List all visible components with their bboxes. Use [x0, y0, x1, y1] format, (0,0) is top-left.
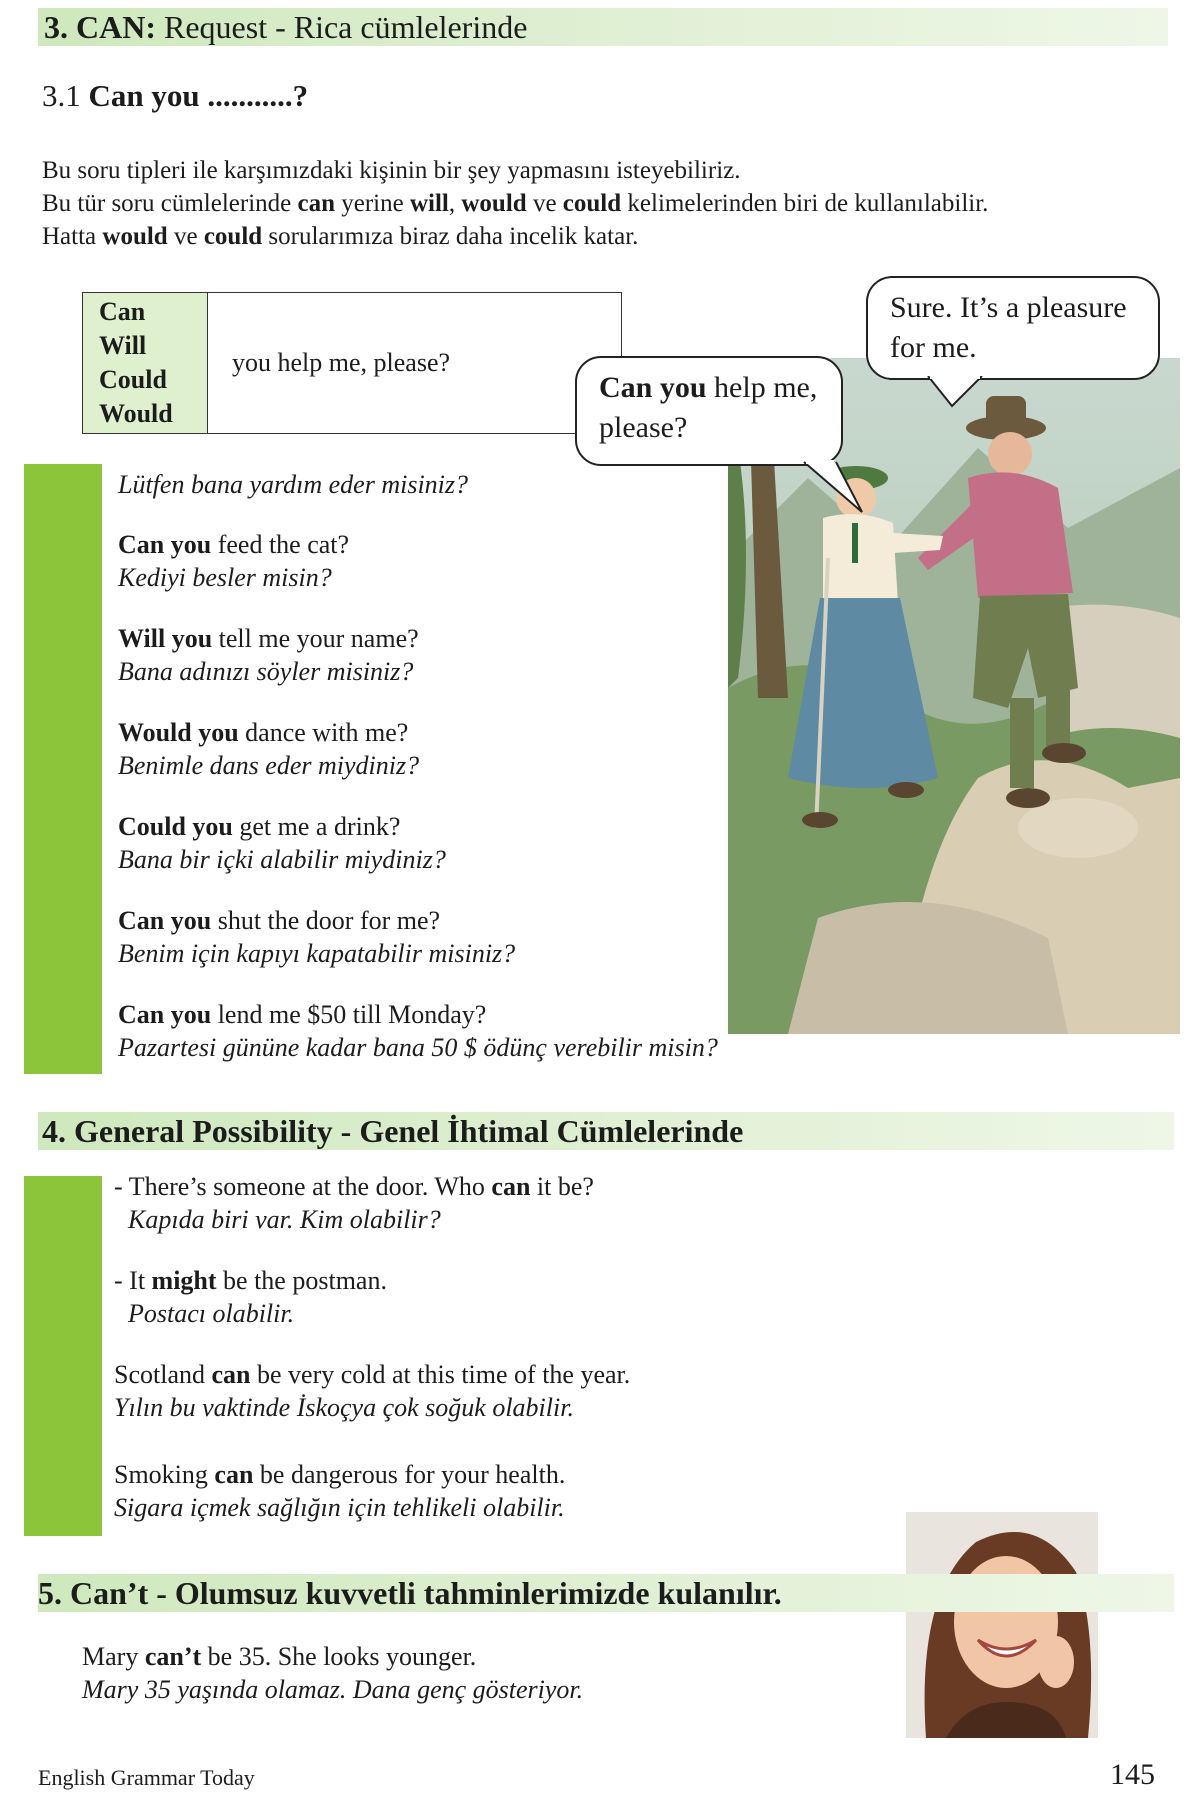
speech-bubble-left-tail	[800, 460, 870, 520]
intro-line	[42, 187, 1182, 220]
possibility-example	[114, 1170, 594, 1236]
request-example-tr: Benimle dans eder miydiniz?	[118, 751, 420, 780]
footer-book-title: English Grammar Today	[38, 1765, 255, 1790]
possibility-example-post: be very cold at this time of the year.	[250, 1360, 631, 1389]
request-example-modal: Can you	[118, 906, 212, 935]
request-example-tr: Lütfen bana yardım eder misiniz?	[118, 470, 469, 499]
section-5-title: 5. Can’t - Olumsuz kuvvetli tahminlerimizde kulanılır.	[38, 1575, 782, 1611]
modal-word: Could	[99, 365, 167, 394]
intro-text: ve	[526, 190, 563, 217]
intro-text: kelimelerinden biri de kullanılabilir.	[621, 190, 989, 217]
section-5-example-en	[82, 1640, 583, 1673]
possibility-example	[114, 1458, 565, 1524]
subheading-rest: ...........?	[199, 78, 309, 113]
request-example-en	[118, 528, 349, 561]
speech-bubble-right-text: Sure. It’s a pleasure for me.	[890, 291, 1127, 364]
modal-word: Will	[99, 331, 147, 360]
subheading-3-1	[42, 78, 308, 114]
request-example	[118, 528, 349, 594]
request-example-rest: lend me $50 till Monday?	[211, 1000, 487, 1029]
possibility-example-tr: Kapıda biri var. Kim olabilir?	[128, 1205, 441, 1234]
request-example-modal: Could you	[118, 812, 233, 841]
possibility-example-post: it be?	[530, 1172, 594, 1201]
possibility-example	[114, 1358, 630, 1424]
intro-keyword: can	[297, 190, 335, 217]
section-5-example-bold: can’t	[144, 1642, 202, 1671]
section-3-number: 3.	[44, 9, 68, 45]
request-example-rest: feed the cat?	[211, 530, 350, 559]
request-example	[118, 622, 419, 688]
request-example-tr: Benim için kapıyı kapatabilir misiniz?	[118, 939, 516, 968]
intro-paragraph	[42, 154, 1182, 253]
request-example-modal: Will you	[118, 624, 213, 653]
possibility-example-en	[114, 1264, 387, 1297]
request-example	[118, 716, 419, 782]
possibility-example-bold: can	[214, 1460, 254, 1489]
possibility-example-en	[114, 1358, 630, 1391]
section-3-title-bold: CAN:	[76, 9, 156, 45]
section-3-heading	[40, 8, 527, 46]
possibility-example-en	[114, 1170, 594, 1203]
intro-text: Bu soru tipleri ile karşımızdaki kişinin bir şey yapmasını isteyebiliriz.	[42, 157, 741, 184]
possibility-example-post: be the postman.	[216, 1266, 387, 1295]
possibility-example-en	[114, 1458, 565, 1491]
request-example	[118, 998, 718, 1064]
intro-keyword: will	[409, 190, 449, 217]
request-example-rest: shut the door for me?	[211, 906, 441, 935]
intro-text: yerine	[335, 190, 410, 217]
request-example-rest: get me a drink?	[232, 812, 401, 841]
intro-keyword: could	[562, 190, 622, 217]
possibility-example-tr: Postacı olabilir.	[128, 1299, 295, 1328]
section-3-title-rest: Request - Rica cümlelerinde	[155, 9, 528, 45]
request-example-rest: dance with me?	[238, 718, 409, 747]
possibility-example-tr: Yılın bu vaktinde İskoçya çok soğuk olabilir.	[114, 1393, 574, 1422]
section-5-example	[82, 1640, 583, 1706]
request-example-tr: Pazartesi gününe kadar bana 50 $ ödünç verebilir misin?	[118, 1033, 718, 1062]
speech-bubble-left-bold: Can you	[599, 371, 707, 404]
section-5-example-pre: Mary	[82, 1642, 145, 1671]
intro-text: ve	[167, 223, 204, 250]
modal-table	[82, 292, 622, 434]
intro-line	[42, 154, 1182, 187]
subheading-number: 3.1	[42, 78, 81, 113]
request-example-tr: Bana bir içki alabilir miydiniz?	[118, 845, 446, 874]
possibility-example-pre: - There’s someone at the door. Who	[114, 1172, 492, 1201]
request-example-rest: tell me your name?	[212, 624, 419, 653]
possibility-example-bold: can	[491, 1172, 531, 1201]
modal-phrase-cell	[208, 293, 622, 434]
intro-text: Hatta	[42, 223, 103, 250]
speech-bubble-left-rest: help me, please?	[599, 371, 818, 444]
possibility-example-bold: can	[211, 1360, 251, 1389]
request-example-modal: Can you	[118, 1000, 212, 1029]
subheading-bold: Can you	[88, 78, 200, 113]
request-example-en	[118, 810, 446, 843]
possibility-example-pre: Smoking	[114, 1460, 215, 1489]
request-example-en	[118, 904, 515, 937]
possibility-example-tr: Sigara içmek sağlığın için tehlikeli olabilir.	[114, 1493, 565, 1522]
section-3-green-bar	[24, 464, 102, 1074]
section-4-green-bar	[24, 1176, 102, 1536]
intro-line	[42, 220, 1182, 253]
request-example-tr: Kediyi besler misin?	[118, 563, 332, 592]
speech-bubble-right	[866, 276, 1160, 380]
footer-page-number: 145	[1110, 1758, 1155, 1791]
section-4-heading	[38, 1112, 743, 1150]
request-example	[118, 904, 515, 970]
request-example	[118, 468, 468, 501]
possibility-example-pre: Scotland	[114, 1360, 212, 1389]
intro-text: ,	[448, 190, 462, 217]
woman-portrait-art	[906, 1512, 1098, 1738]
request-example-modal: Can you	[118, 530, 212, 559]
speech-bubble-right-tail	[926, 376, 996, 412]
section-4-title: 4. General Possibility - Genel İhtimal Cümlelerinde	[42, 1113, 744, 1149]
possibility-example-post: be dangerous for your health.	[253, 1460, 566, 1489]
modal-phrase: you help me, please?	[232, 348, 451, 377]
modal-list-cell	[83, 293, 208, 434]
modal-word: Can	[99, 297, 146, 326]
intro-keyword: would	[461, 190, 527, 217]
possibility-example-pre: - It	[114, 1266, 152, 1295]
possibility-example-bold: might	[151, 1266, 217, 1295]
section-5-example-post: be 35. She looks younger.	[201, 1642, 477, 1671]
request-example-en	[118, 716, 419, 749]
intro-text: Bu tür soru cümlelerinde	[42, 190, 298, 217]
intro-text: sorularımıza biraz daha incelik katar.	[262, 223, 639, 250]
possibility-example	[114, 1264, 387, 1330]
intro-keyword: would	[102, 223, 168, 250]
section-5-heading	[34, 1574, 782, 1612]
request-example-en	[118, 998, 718, 1031]
section-5-example-tr: Mary 35 yaşında olamaz. Dana genç gösteriyor.	[82, 1675, 584, 1704]
speech-bubble-left	[575, 356, 843, 466]
request-example-en	[118, 622, 419, 655]
intro-keyword: could	[203, 223, 263, 250]
request-example-modal: Would you	[118, 718, 239, 747]
request-example	[118, 810, 446, 876]
woman-portrait	[906, 1512, 1098, 1738]
modal-word: Would	[99, 399, 173, 428]
request-example-tr: Bana adınızı söyler misiniz?	[118, 657, 414, 686]
